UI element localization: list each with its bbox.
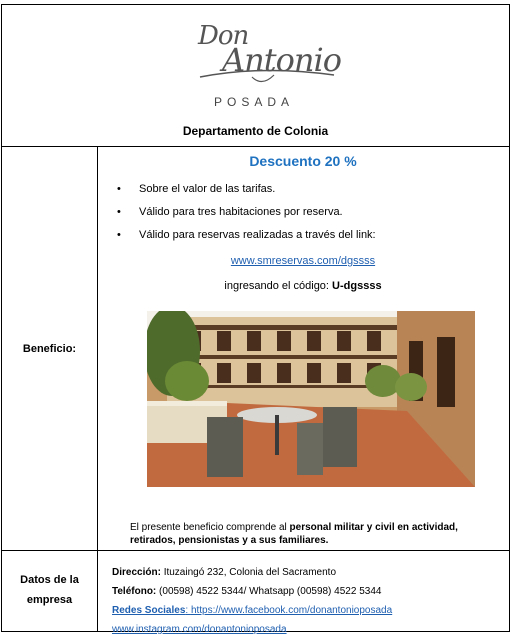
- company-data-label: Datos de la empresa: [20, 574, 79, 606]
- logo-antonio: Antonio: [222, 41, 341, 79]
- bullet-icon: •: [117, 183, 121, 195]
- social-row: [112, 601, 507, 620]
- phone-row: Teléfono: (00598) 4522 5344/ Whatsapp (00598) 4522 5344: [112, 586, 382, 597]
- bullet-icon: •: [117, 229, 121, 241]
- list-item: • Válido para reservas realizadas a través del link:: [117, 229, 376, 241]
- reservation-link-row: [97, 255, 509, 267]
- facebook-link[interactable]: :: [185, 605, 191, 616]
- discount-title: Descuento 20 %: [249, 153, 357, 169]
- hotel-courtyard-photo: [147, 311, 475, 487]
- instagram-link[interactable]: www.instagram.com/donantonioposada: [112, 624, 287, 635]
- instagram-row: [112, 620, 507, 639]
- divider: [2, 146, 509, 147]
- benefit-bullet-list: [117, 181, 376, 250]
- social-label: Redes Sociales: [112, 605, 186, 616]
- phone-value: (00598) 4522 5344/ Whatsapp (00598) 4522 5344: [159, 586, 382, 597]
- logo-posada: POSADA: [214, 95, 295, 109]
- promo-code-row: [97, 280, 509, 292]
- divider: [2, 550, 509, 551]
- benefit-sheet: [1, 4, 510, 635]
- benefit-note: El presente beneficio comprende al personal militar y civil en actividad, retirados, pensionistas y a sus familiares.: [130, 522, 458, 546]
- reservation-link[interactable]: www.smreservas.com/dgssss: [230, 255, 376, 267]
- bullet-icon: •: [117, 206, 121, 218]
- benefit-note-highlight: personal militar y civil en actividad, retirados, pensionistas y a sus familiares.: [130, 522, 458, 546]
- list-item: • Sobre el valor de las tarifas.: [117, 183, 276, 195]
- promo-code: U-dgssss: [332, 280, 382, 292]
- address-value: Ituzaingó 232, Colonia del Sacramento: [163, 567, 337, 578]
- logo-don: Don: [198, 21, 249, 51]
- list-item: • Válido para tres habitaciones por reserva.: [117, 206, 343, 218]
- column-divider: [97, 146, 98, 631]
- department-title: Departamento de Colonia: [182, 124, 329, 138]
- benefit-label: Beneficio:: [22, 343, 77, 355]
- company-contact: [112, 563, 507, 639]
- facebook-link-url[interactable]: https://www.facebook.com/donantonioposada: [190, 605, 393, 616]
- address-row: Dirección: Ituzaingó 232, Colonia del Sacramento: [112, 567, 337, 578]
- don-antonio-logo: [192, 15, 342, 111]
- promo-code-prefix: ingresando el código:: [224, 280, 329, 292]
